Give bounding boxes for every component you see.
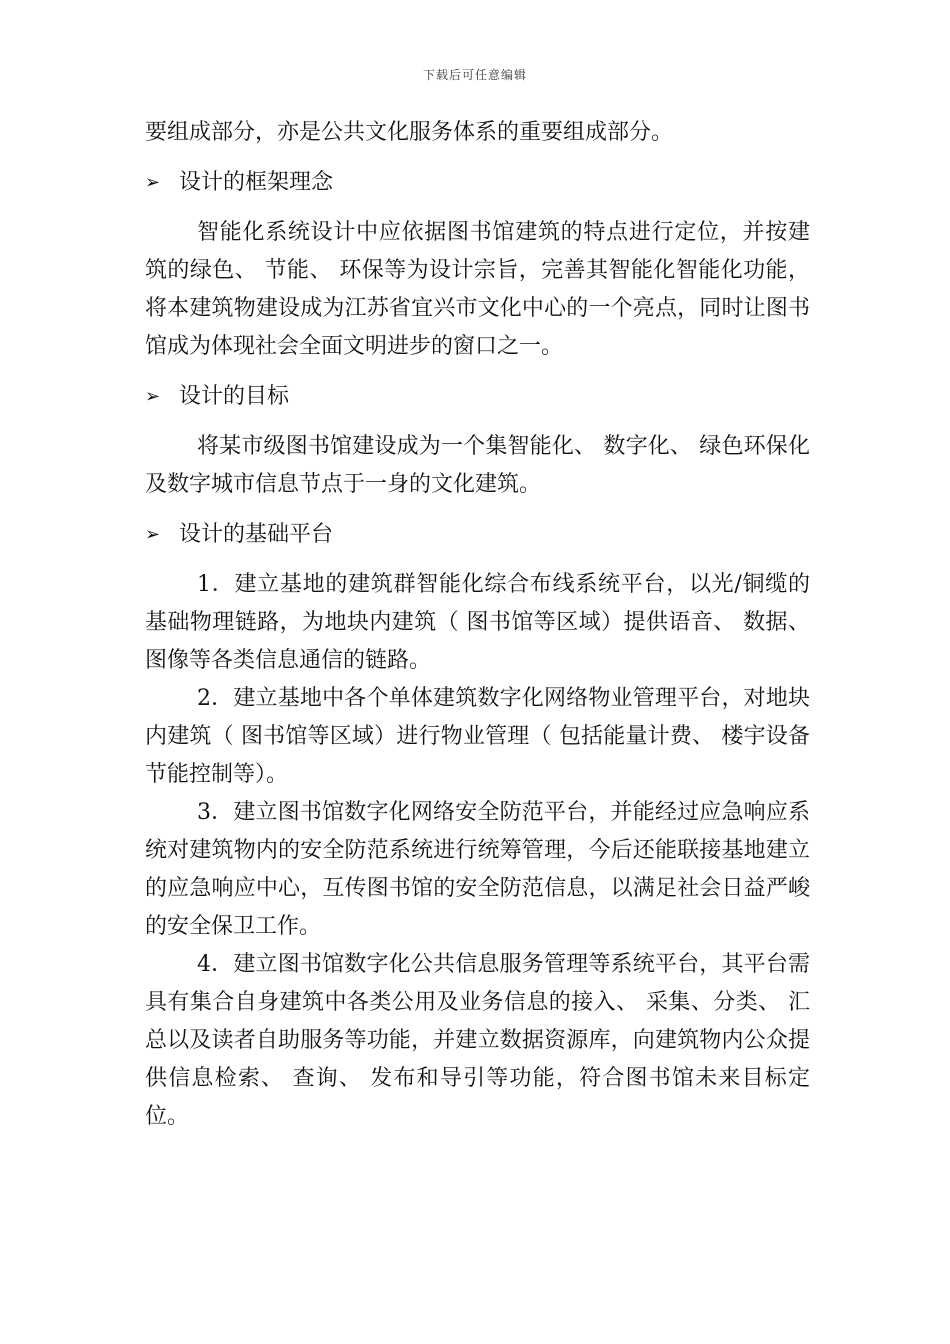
list-item-3: 3．建立图书馆数字化网络安全防范平台，并能经过应急响应系统对建筑物内的安全防范系统进行统筹管理，今后还能联接基地建立的应急响应中心，互传图书馆的安全防范信息，以满足社会日益严峻的安全保卫工作。 [145, 800, 810, 939]
list-item-1: 1．建立基地的建筑群智能化综合布线系统平台，以光/铜缆的基础物理链路，为地块内建筑（ 图书馆等区域）提供语音、 数据、 图像等各类信息通信的链路。 [145, 572, 810, 673]
section-heading-label: 设计的框架理念 [179, 170, 334, 195]
section-heading-label: 设计的基础平台 [179, 522, 334, 547]
document-body [145, 114, 810, 1136]
section-heading-goal [145, 378, 810, 416]
paragraph-goal: 将某市级图书馆建设成为一个集智能化、 数字化、 绿色环保化及数字城市信息节点于一身的文化建筑。 [145, 434, 810, 497]
arrow-bullet-icon: ➢ [145, 386, 161, 407]
paragraph-intro-continuation: 要组成部分，亦是公共文化服务体系的重要组成部分。 [145, 120, 674, 145]
arrow-bullet-icon: ➢ [145, 524, 161, 545]
list-item-2: 2．建立基地中各个单体建筑数字化网络物业管理平台，对地块内建筑（ 图书馆等区域）进行物业管理（ 包括能量计费、 楼宇设备节能控制等）。 [145, 686, 810, 787]
section-heading-label: 设计的目标 [179, 384, 290, 409]
list-item-4: 4．建立图书馆数字化公共信息服务管理等系统平台，其平台需具有集合自身建筑中各类公用及业务信息的接入、 采集、分类、 汇总以及读者自助服务等功能，并建立数据资源库，向建筑物内公众提供信息检索、 查询、 发布和导引等功能，符合图书馆未来目标定位。 [145, 952, 810, 1129]
page-header: 下载后可任意编辑 [422, 68, 527, 82]
arrow-bullet-icon: ➢ [145, 172, 161, 193]
paragraph-framework: 智能化系统设计中应依据图书馆建筑的特点进行定位，并按建筑的绿色、 节能、 环保等为设计宗旨，完善其智能化智能化功能，将本建筑物建设成为江苏省宜兴市文化中心的一个亮点，同时让图书馆成为体现社会全面文明进步的窗口之一。 [145, 220, 810, 359]
section-heading-platform [145, 516, 810, 554]
section-heading-framework [145, 164, 810, 202]
